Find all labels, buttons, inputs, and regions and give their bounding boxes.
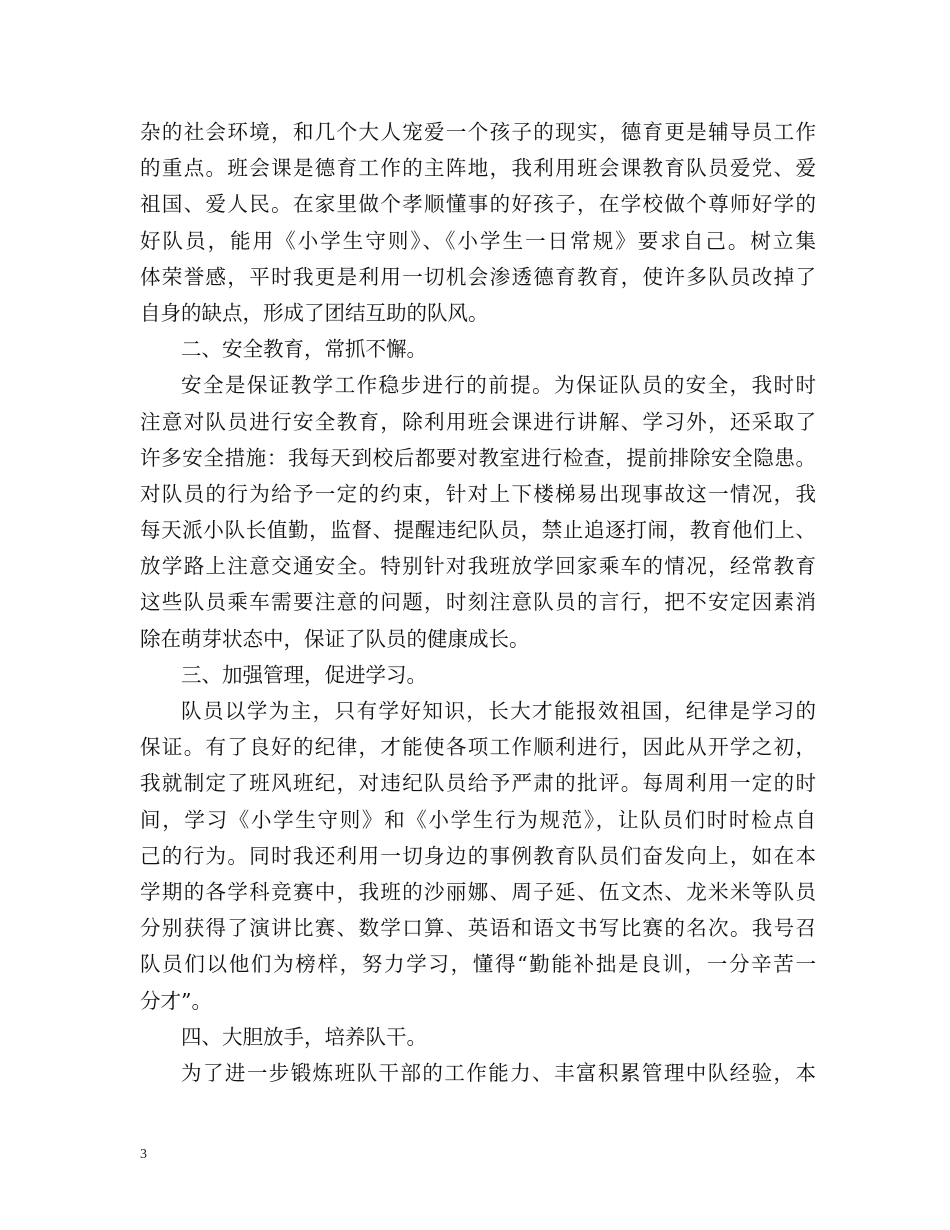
text-line: 保证。有了良好的纪律，才能使各项工作顺利进行，因此从开学之初， [140, 735, 816, 760]
text-line: 杂的社会环境，和几个大人宠爱一个孩子的现实，德育更是辅导员工作 [140, 120, 816, 144]
text-line: 分才”。 [140, 988, 212, 1013]
text-line: 分别获得了演讲比赛、数学口算、英语和语文书写比赛的名次。我号召 [140, 916, 816, 941]
text-line: 除在萌芽状态中，保证了队员的健康成长。 [140, 626, 530, 651]
text-line: 间，学习《小学生守则》和《小学生行为规范》，让队员们时时检点自 [140, 807, 816, 832]
text-line: 对队员的行为给予一定的约束，针对上下楼梯易出现事故这一情况，我 [140, 481, 816, 506]
text-line: 放学路上注意交通安全。特别针对我班放学回家乘车的情况，经常教育 [140, 554, 816, 579]
text-line: 祖国、爱人民。在家里做个孝顺懂事的好孩子，在学校做个尊师好学的 [140, 192, 816, 217]
text-line: 二、安全教育，常抓不懈。 [181, 337, 427, 362]
page-number: 3 [140, 1147, 147, 1162]
text-line: 这些队员乘车需要注意的问题，时刻注意队员的言行，把不安定因素消 [140, 590, 816, 615]
text-line: 队员们以他们为榜样，努力学习，懂得“勤能补拙是良训，一分辛苦一 [140, 952, 816, 977]
text-line: 我就制定了班风班纪，对违纪队员给予严肃的批评。每周利用一定的时 [140, 771, 816, 796]
text-line: 安全是保证教学工作稳步进行的前提。为保证队员的安全，我时时 [181, 373, 816, 398]
body-text [140, 114, 816, 1091]
text-line: 体荣誉感，平时我更是利用一切机会渗透德育教育，使许多队员改掉了 [140, 264, 816, 289]
text-line: 队员以学为主，只有学好知识，长大才能报效祖国，纪律是学习的 [181, 699, 816, 723]
text-line: 注意对队员进行安全教育，除利用班会课进行讲解、学习外，还采取了 [140, 409, 816, 434]
text-line: 自身的缺点，形成了团结互助的队风。 [140, 300, 489, 325]
text-line: 每天派小队长值勤，监督、提醒违纪队员，禁止追逐打闹，教育他们上、 [140, 518, 816, 543]
text-line: 四、大胆放手，培养队干。 [181, 1024, 427, 1049]
text-line: 许多安全措施：我每天到校后都要对教室进行检查，提前排除安全隐患。 [140, 445, 816, 470]
text-line: 为了进一步锻炼班队干部的工作能力、丰富积累管理中队经验，本 [181, 1060, 816, 1085]
text-line: 己的行为。同时我还利用一切身边的事例教育队员们奋发向上，如在本 [140, 843, 816, 868]
text-line: 好队员，能用《小学生守则》、《小学生一日常规》要求自己。树立集 [140, 228, 816, 253]
text-line: 的重点。班会课是德育工作的主阵地，我利用班会课教育队员爱党、爱 [140, 156, 816, 181]
text-line: 三、加强管理，促进学习。 [181, 662, 427, 687]
text-line: 学期的各学科竞赛中，我班的沙丽娜、周子延、伍文杰、龙米米等队员 [140, 879, 816, 904]
